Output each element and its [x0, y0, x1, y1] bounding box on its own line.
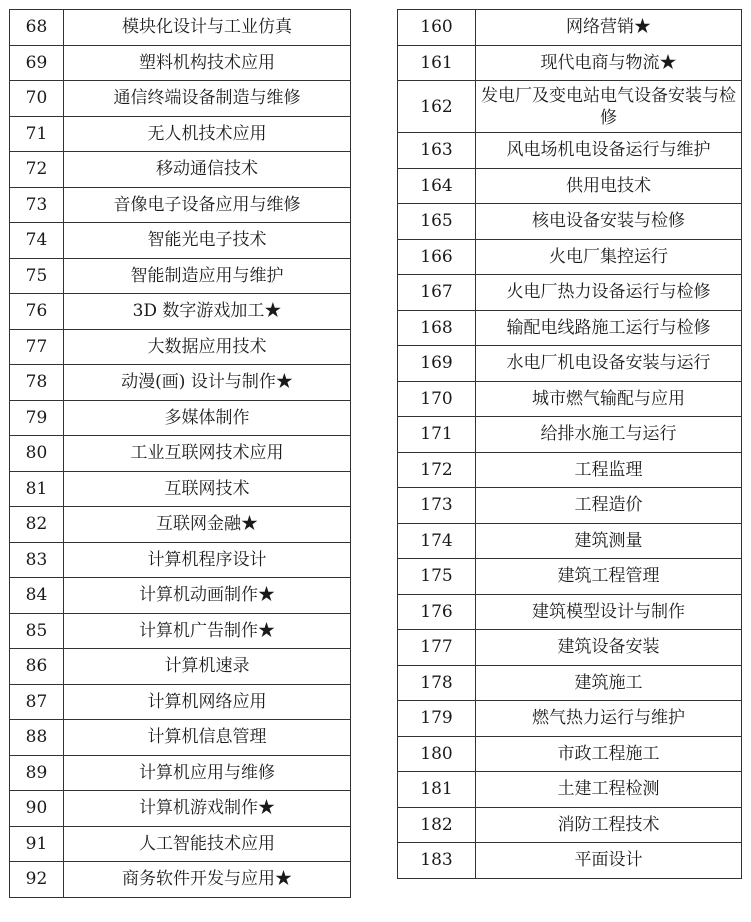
- table-row: [398, 239, 742, 275]
- table-row: [10, 223, 351, 259]
- row-number: 181: [398, 772, 476, 808]
- row-number: 182: [398, 807, 476, 843]
- row-number: 170: [398, 381, 476, 417]
- row-number: 173: [398, 488, 476, 524]
- major-name: 计算机动画制作★: [64, 578, 351, 614]
- table-row: [10, 258, 351, 294]
- row-number: 70: [10, 81, 64, 117]
- row-number: 72: [10, 152, 64, 188]
- table-row: [10, 81, 351, 117]
- row-number: 81: [10, 471, 64, 507]
- table-row: [10, 45, 351, 81]
- major-name: 工程监理: [476, 452, 742, 488]
- row-number: 74: [10, 223, 64, 259]
- table-row: [398, 133, 742, 169]
- row-number: 183: [398, 843, 476, 879]
- major-name: 建筑设备安装: [476, 630, 742, 666]
- row-number: 83: [10, 542, 64, 578]
- table-row: [398, 204, 742, 240]
- table-row: [398, 381, 742, 417]
- major-name: 3D 数字游戏加工★: [64, 294, 351, 330]
- row-number: 163: [398, 133, 476, 169]
- major-name: 风电场机电设备运行与维护: [476, 133, 742, 169]
- row-number: 80: [10, 436, 64, 472]
- table-row: [398, 45, 742, 81]
- row-number: 82: [10, 507, 64, 543]
- major-name: 智能制造应用与维护: [64, 258, 351, 294]
- row-number: 88: [10, 720, 64, 756]
- row-number: 77: [10, 329, 64, 365]
- table-row: [398, 594, 742, 630]
- table-row: [398, 488, 742, 524]
- row-number: 162: [398, 81, 476, 133]
- major-name: 无人机技术应用: [64, 116, 351, 152]
- major-name: 火电厂热力设备运行与检修: [476, 275, 742, 311]
- major-name: 人工智能技术应用: [64, 826, 351, 862]
- table-row: [10, 755, 351, 791]
- major-name: 平面设计: [476, 843, 742, 879]
- major-name: 发电厂及变电站电气设备安装与检修: [476, 81, 742, 133]
- major-name: 土建工程检测: [476, 772, 742, 808]
- major-name: 计算机速录: [64, 649, 351, 685]
- table-row: [10, 10, 351, 46]
- row-number: 180: [398, 736, 476, 772]
- table-row: [10, 578, 351, 614]
- major-name: 计算机程序设计: [64, 542, 351, 578]
- major-name: 塑料机构技术应用: [64, 45, 351, 81]
- row-number: 89: [10, 755, 64, 791]
- row-number: 171: [398, 417, 476, 453]
- major-name: 互联网技术: [64, 471, 351, 507]
- row-number: 90: [10, 791, 64, 827]
- major-name: 计算机游戏制作★: [64, 791, 351, 827]
- table-row: [10, 826, 351, 862]
- table-row: [10, 542, 351, 578]
- table-row: [10, 436, 351, 472]
- table-row: [398, 346, 742, 382]
- major-table-right: [397, 9, 742, 879]
- row-number: 178: [398, 665, 476, 701]
- major-name: 计算机网络应用: [64, 684, 351, 720]
- major-name: 计算机信息管理: [64, 720, 351, 756]
- row-number: 166: [398, 239, 476, 275]
- row-number: 92: [10, 862, 64, 898]
- major-name: 动漫(画) 设计与制作★: [64, 365, 351, 401]
- major-name: 计算机广告制作★: [64, 613, 351, 649]
- row-number: 91: [10, 826, 64, 862]
- table-row: [10, 684, 351, 720]
- table-row: [10, 471, 351, 507]
- row-number: 168: [398, 310, 476, 346]
- major-name: 智能光电子技术: [64, 223, 351, 259]
- row-number: 86: [10, 649, 64, 685]
- row-number: 69: [10, 45, 64, 81]
- major-name: 音像电子设备应用与维修: [64, 187, 351, 223]
- table-row: [398, 630, 742, 666]
- table-row: [398, 523, 742, 559]
- table-row: [10, 507, 351, 543]
- major-name: 供用电技术: [476, 168, 742, 204]
- row-number: 68: [10, 10, 64, 46]
- row-number: 161: [398, 45, 476, 81]
- major-name: 模块化设计与工业仿真: [64, 10, 351, 46]
- major-name: 火电厂集控运行: [476, 239, 742, 275]
- row-number: 87: [10, 684, 64, 720]
- major-name: 消防工程技术: [476, 807, 742, 843]
- major-name: 商务软件开发与应用★: [64, 862, 351, 898]
- table-row: [10, 152, 351, 188]
- table-row: [10, 187, 351, 223]
- table-row: [398, 81, 742, 133]
- major-name: 水电厂机电设备安装与运行: [476, 346, 742, 382]
- row-number: 71: [10, 116, 64, 152]
- major-name: 给排水施工与运行: [476, 417, 742, 453]
- major-name: 市政工程施工: [476, 736, 742, 772]
- table-row: [10, 329, 351, 365]
- major-name: 建筑测量: [476, 523, 742, 559]
- table-row: [10, 116, 351, 152]
- row-number: 75: [10, 258, 64, 294]
- row-number: 79: [10, 400, 64, 436]
- row-number: 165: [398, 204, 476, 240]
- row-number: 76: [10, 294, 64, 330]
- row-number: 175: [398, 559, 476, 595]
- major-name: 工程造价: [476, 488, 742, 524]
- row-number: 84: [10, 578, 64, 614]
- table-row: [398, 417, 742, 453]
- row-number: 85: [10, 613, 64, 649]
- major-name: 现代电商与物流★: [476, 45, 742, 81]
- table-row: [10, 862, 351, 898]
- table-row: [398, 843, 742, 879]
- row-number: 179: [398, 701, 476, 737]
- row-number: 176: [398, 594, 476, 630]
- table-row: [398, 772, 742, 808]
- major-table-right-body: [398, 10, 742, 879]
- table-row: [398, 665, 742, 701]
- table-row: [398, 452, 742, 488]
- table-row: [398, 10, 742, 46]
- row-number: 174: [398, 523, 476, 559]
- major-name: 大数据应用技术: [64, 329, 351, 365]
- table-row: [10, 613, 351, 649]
- table-row: [10, 294, 351, 330]
- table-row: [398, 275, 742, 311]
- major-name: 互联网金融★: [64, 507, 351, 543]
- major-name: 多媒体制作: [64, 400, 351, 436]
- major-name: 移动通信技术: [64, 152, 351, 188]
- table-row: [398, 807, 742, 843]
- major-name: 城市燃气输配与应用: [476, 381, 742, 417]
- table-row: [10, 400, 351, 436]
- major-table-left: [9, 9, 351, 898]
- table-row: [398, 736, 742, 772]
- row-number: 177: [398, 630, 476, 666]
- major-name: 网络营销★: [476, 10, 742, 46]
- major-name: 计算机应用与维修: [64, 755, 351, 791]
- row-number: 169: [398, 346, 476, 382]
- table-row: [10, 649, 351, 685]
- major-table-left-body: [10, 10, 351, 898]
- row-number: 172: [398, 452, 476, 488]
- major-name: 工业互联网技术应用: [64, 436, 351, 472]
- major-name: 核电设备安装与检修: [476, 204, 742, 240]
- major-name: 建筑施工: [476, 665, 742, 701]
- row-number: 160: [398, 10, 476, 46]
- table-row: [10, 720, 351, 756]
- major-name: 燃气热力运行与维护: [476, 701, 742, 737]
- row-number: 164: [398, 168, 476, 204]
- major-name: 通信终端设备制造与维修: [64, 81, 351, 117]
- row-number: 78: [10, 365, 64, 401]
- row-number: 167: [398, 275, 476, 311]
- table-row: [10, 791, 351, 827]
- table-row: [10, 365, 351, 401]
- table-row: [398, 559, 742, 595]
- table-row: [398, 701, 742, 737]
- major-name: 建筑模型设计与制作: [476, 594, 742, 630]
- major-name: 输配电线路施工运行与检修: [476, 310, 742, 346]
- row-number: 73: [10, 187, 64, 223]
- major-name: 建筑工程管理: [476, 559, 742, 595]
- table-row: [398, 310, 742, 346]
- table-row: [398, 168, 742, 204]
